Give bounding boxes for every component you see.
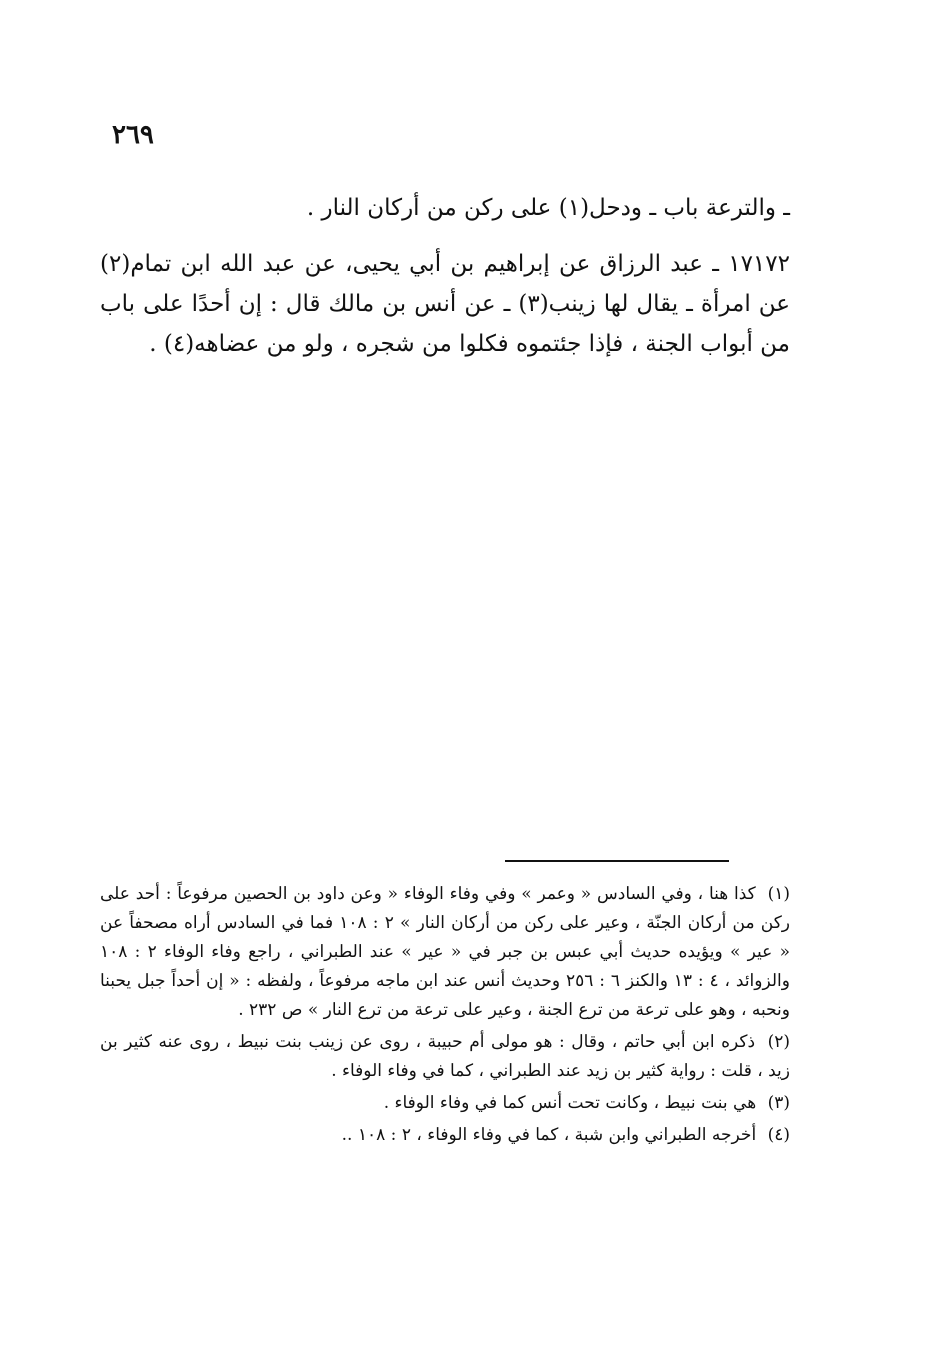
footnote-divider	[505, 860, 729, 862]
hadith-paragraph: ١٧١٧٢ ـ عبد الرزاق عن إبراهيم بن أبي يحيى، عن عبد الله ابن تمام(٢) عن امرأة ـ يقال لها زينب(٣) ـ عن أنس بن مالك قال : إن أحدًا على باب من أبواب الجنة ، فإذا جئتموه فكلوا من شجره ، ولو من عضاهه(٤) .	[100, 251, 790, 357]
page-number: ٢٦٩	[112, 120, 154, 150]
footnote-3	[100, 1089, 790, 1118]
footnote-number: (١)	[767, 884, 790, 904]
footnote-number: (٢)	[767, 1032, 791, 1052]
footnote-2	[100, 1028, 790, 1086]
footnote-1	[100, 880, 790, 1025]
main-text	[100, 188, 790, 380]
footnote-text: هي بنت نبيط ، وكانت تحت أنس كما في وفاء الوفاء .	[383, 1093, 757, 1113]
footnote-text: كذا هنا ، وفي السادس « وعمر » وفي وفاء الوفاء « وعن داود بن الحصين مرفوعاً : أحد على ركن من أركان الجنّة ، وعير على ركن من أركان النار » ٢ : ١٠٨ فما في السادس أراه مصحفاً عن « عير » ويؤيده حديث أبي عبس بن جبر في « عير » عند الطبراني ، راجع وفاء الوفاء ٢ : ١٠٨ والزوائد ، ٤ : ١٣ والكنز ٦ : ٢٥٦ وحديث أنس عند ابن ماجه مرفوعاً ، ولفظه : « إن أحداً جبل يحبنا ونحبه ، وهو على ترعة من ترع الجنة ، وعير على ترعة من ترع النار » ص ٢٣٢ .	[100, 884, 790, 1020]
footnote-number: (٤)	[767, 1125, 790, 1145]
footnote-text: ذكره ابن أبي حاتم ، وقال : هو مولى أم حبيبة ، روى عن زينب بنت نبيط ، روى عنه كثير بن زيد ، قلت : رواية كثير بن زيد عند الطبراني ، كما في وفاء الوفاء .	[100, 1032, 790, 1081]
footnote-text: أخرجه الطبراني وابن شبة ، كما في وفاء الوفاء ، ٢ : ١٠٨ ..	[341, 1125, 757, 1145]
footnote-4	[100, 1121, 790, 1150]
footnote-number: (٣)	[767, 1093, 790, 1113]
footnotes	[100, 880, 790, 1153]
continuation-paragraph: ـ والترعة باب ـ ودحل(١) على ركن من أركان النار .	[306, 195, 790, 221]
